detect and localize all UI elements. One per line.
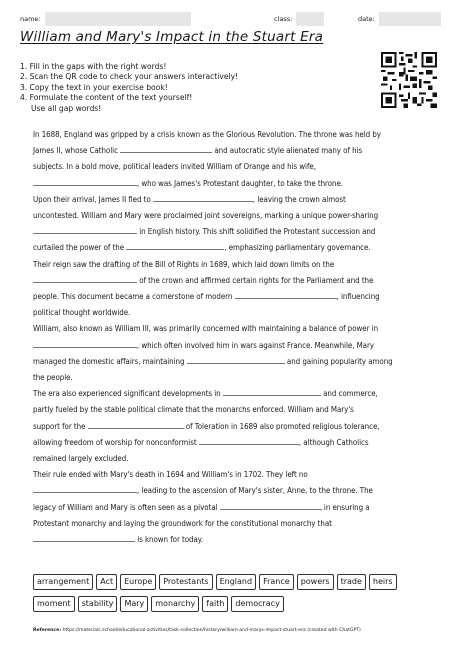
- gap-blank[interactable]: [199, 435, 299, 445]
- text-fragment: James II, whose Catholic: [33, 146, 118, 156]
- instruction-item: 3. Copy the text in your exercise book!: [20, 82, 168, 92]
- word-chip[interactable]: England: [216, 574, 256, 590]
- word-chip[interactable]: stability: [78, 596, 118, 612]
- gap-blank[interactable]: [187, 354, 285, 364]
- date-label: date:: [358, 14, 375, 23]
- text-line: [33, 338, 433, 354]
- word-chip[interactable]: France: [259, 574, 294, 590]
- instruction-item: 4. Formulate the content of the text yourself!: [20, 93, 193, 103]
- text-fragment: , leaving the crown almost: [252, 194, 346, 204]
- word-chip[interactable]: Protestants: [159, 574, 212, 590]
- qr-code-icon[interactable]: [381, 52, 437, 108]
- class-label: class:: [274, 14, 293, 23]
- text-line: [33, 289, 433, 305]
- text-fragment: , influencing: [336, 292, 380, 302]
- text-line: [33, 483, 433, 499]
- gap-blank[interactable]: [33, 338, 137, 348]
- gap-blank[interactable]: [220, 500, 322, 510]
- word-chip[interactable]: Act: [96, 574, 117, 590]
- text-fragment: allowing freedom of worship for nonconformist: [33, 437, 197, 447]
- text-fragment: and autocratic style alienated many of his: [214, 146, 363, 156]
- text-line: Their reign saw the drafting of the Bill of Rights in 1689, which laid down limits on the: [33, 259, 335, 269]
- reference-link[interactable]: https://materials.school/educational-activities/task-collection/history/william-and-marys-impact-stuart-era (created with ChatGPT): [62, 628, 361, 633]
- name-field[interactable]: [20, 11, 191, 26]
- word-chip[interactable]: faith: [202, 596, 228, 612]
- gap-text: [33, 127, 433, 548]
- text-line: Their rule ended with Mary's death in 1694 and William's in 1702. They left no: [33, 470, 308, 480]
- text-line: [33, 419, 433, 435]
- text-line: [33, 273, 433, 289]
- text-fragment: curtailed the power of the: [33, 243, 125, 253]
- reference-label: Reference:: [33, 628, 62, 633]
- text-line: uncontested. William and Mary were proclaimed joint sovereigns, marking a unique power-sharing: [33, 211, 379, 221]
- word-chip[interactable]: Europe: [120, 574, 156, 590]
- instructions-list: [20, 62, 340, 114]
- gap-blank[interactable]: [153, 192, 253, 202]
- gap-blank[interactable]: [126, 240, 224, 250]
- text-line: the people.: [33, 373, 73, 383]
- instruction-item: 1. Fill in the gaps with the right words!: [20, 62, 167, 71]
- gap-blank[interactable]: [33, 176, 137, 186]
- text-line: [33, 192, 433, 208]
- text-fragment: , leading to the ascension of Mary's sister, Anne, to the throne. The: [137, 486, 373, 496]
- gap-blank[interactable]: [33, 532, 135, 542]
- text-fragment: and gaining popularity among: [286, 356, 393, 366]
- text-line: partly fueled by the stable political climate that the monarchs enforced. William and Mary's: [33, 405, 354, 415]
- word-chip[interactable]: moment: [33, 596, 75, 612]
- instruction-item: Use all gap words!: [31, 103, 102, 113]
- name-input-box[interactable]: [45, 12, 191, 26]
- gap-blank[interactable]: [223, 386, 321, 396]
- word-chip[interactable]: democracy: [231, 596, 283, 612]
- text-line: In 1688, England was gripped by a crisis known as the Glorious Revolution. The throne was held by: [33, 130, 381, 139]
- date-field[interactable]: [358, 11, 441, 26]
- text-fragment: of the crown and affirmed certain rights for the Parliament and the: [139, 275, 374, 285]
- text-line: political thought worldwide.: [33, 308, 131, 318]
- word-bank-row: [33, 574, 433, 590]
- text-fragment: and commerce,: [323, 389, 378, 399]
- text-fragment: of Toleration in 1689 also promoted religious tolerance,: [185, 421, 380, 431]
- date-input-box[interactable]: [379, 12, 441, 26]
- gap-blank[interactable]: [33, 483, 137, 493]
- word-chip[interactable]: monarchy: [151, 596, 199, 612]
- text-line: [33, 176, 433, 192]
- text-fragment: in ensuring a: [323, 502, 370, 512]
- text-fragment: people. This document became a cornerstone of modern: [33, 292, 233, 302]
- text-fragment: in English history. This shift solidified the Protestant succession and: [139, 227, 376, 237]
- text-fragment: is known for today.: [137, 535, 204, 545]
- gap-blank[interactable]: [235, 289, 337, 299]
- class-input-box[interactable]: [296, 12, 324, 26]
- text-line: subjects. In a bold move, political leaders invited William of Orange and his wife,: [33, 162, 316, 172]
- page-title: William and Mary's Impact in the Stuart Era: [20, 29, 324, 45]
- text-fragment: , who was James's Protestant daughter, to take the throne.: [137, 178, 343, 188]
- instruction-item: 2. Scan the QR code to check your answers interactively!: [20, 72, 239, 82]
- gap-blank[interactable]: [33, 224, 137, 234]
- word-chip[interactable]: trade: [337, 574, 366, 590]
- text-fragment: The era also experienced significant developments in: [33, 389, 221, 399]
- text-fragment: legacy of William and Mary is often seen as a pivotal: [33, 502, 218, 512]
- text-fragment: , although Catholics: [298, 437, 369, 447]
- word-chip[interactable]: powers: [297, 574, 334, 590]
- worksheet-header: [0, 11, 460, 27]
- text-line: [33, 386, 433, 402]
- text-line: [33, 240, 433, 256]
- text-line: [33, 143, 433, 159]
- gap-blank[interactable]: [33, 273, 137, 283]
- text-fragment: , emphasizing parliamentary governance.: [224, 243, 371, 253]
- text-line: William, also known as William III, was primarily concerned with maintaining a balance of power in: [33, 324, 379, 334]
- class-field[interactable]: [274, 11, 324, 26]
- text-fragment: , which often involved him in wars against France. Meanwhile, Mary: [137, 340, 374, 350]
- text-fragment: managed the domestic affairs, maintaining: [33, 356, 185, 366]
- word-chip[interactable]: arrangement: [33, 574, 93, 590]
- text-line: [33, 435, 433, 451]
- text-line: [33, 500, 433, 516]
- word-chip[interactable]: Mary: [120, 596, 148, 612]
- text-line: remained largely excluded.: [33, 454, 129, 464]
- text-line: [33, 354, 433, 370]
- text-fragment: support for the: [33, 421, 86, 431]
- gap-blank[interactable]: [88, 419, 184, 429]
- word-bank-row: [33, 596, 433, 612]
- reference-line: [33, 628, 361, 633]
- text-fragment: Upon their arrival, James II fled to: [33, 194, 151, 204]
- gap-blank[interactable]: [120, 143, 212, 153]
- word-bank: [33, 574, 433, 618]
- text-line: [33, 532, 433, 548]
- word-chip[interactable]: heirs: [369, 574, 397, 590]
- name-label: name:: [20, 14, 41, 23]
- text-line: Protestant monarchy and laying the groundwork for the constitutional monarchy that: [33, 518, 332, 528]
- text-line: [33, 224, 433, 240]
